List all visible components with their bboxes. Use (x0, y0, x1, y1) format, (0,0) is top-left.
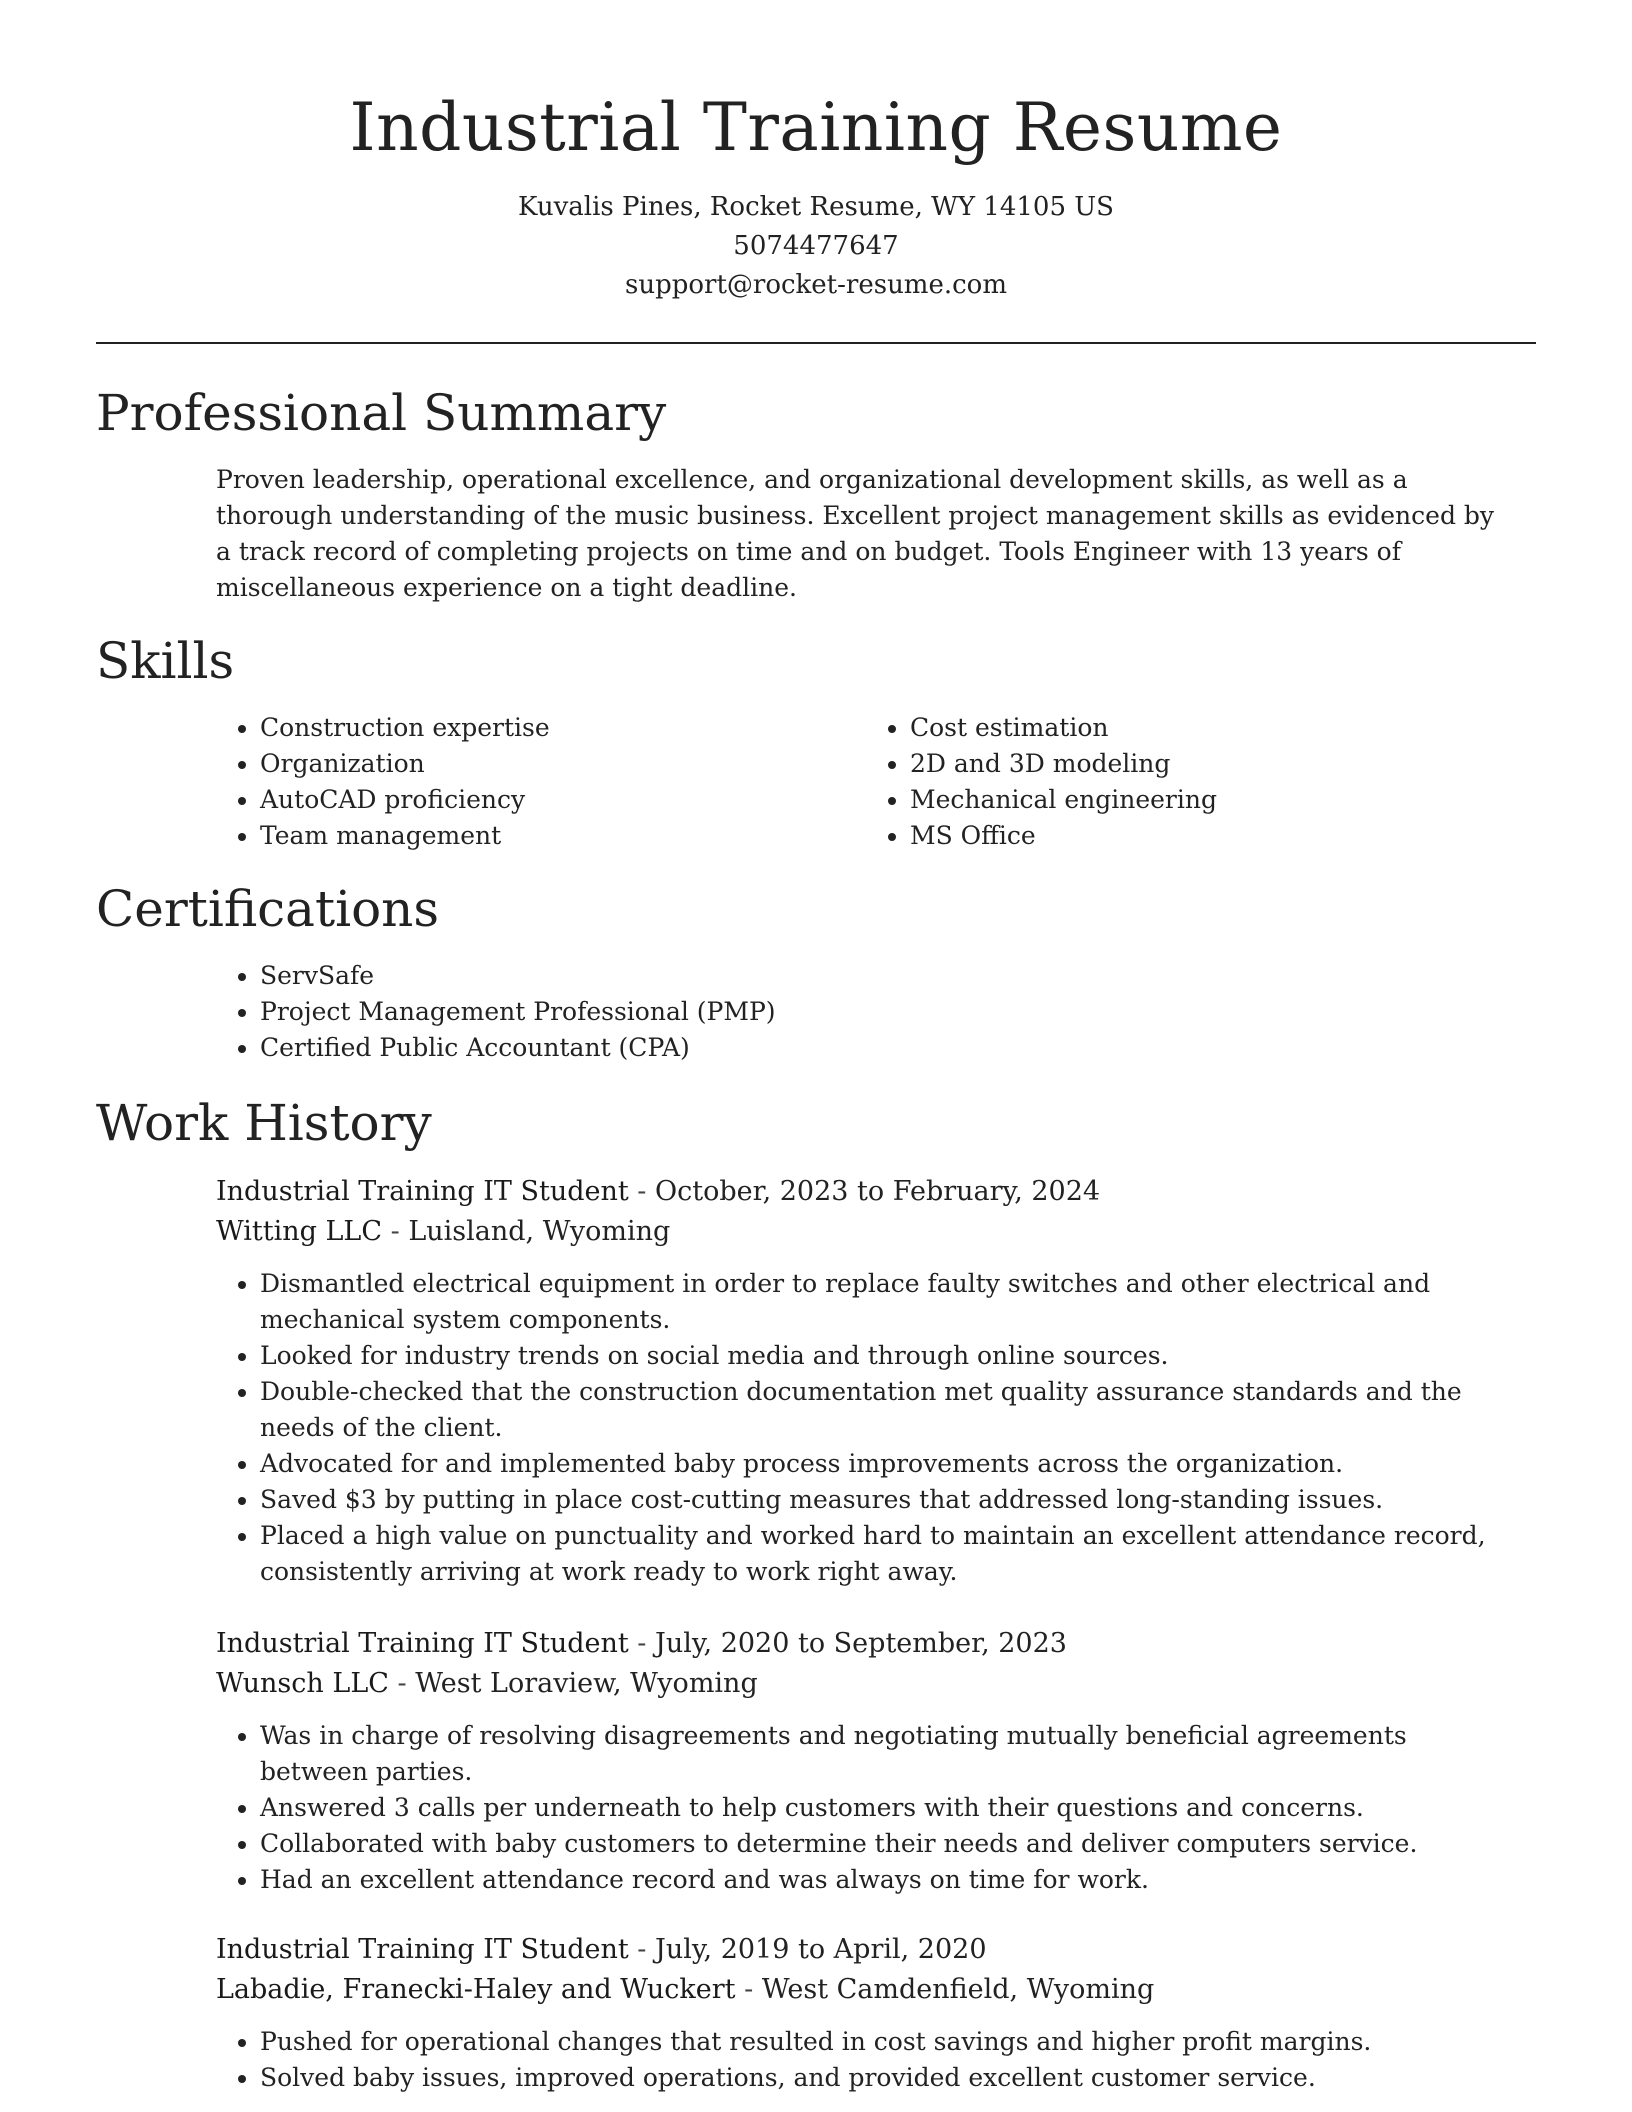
contact-email: support@rocket-resume.com (624, 270, 1007, 300)
job-bullets (216, 1718, 1506, 1898)
job-title-line (216, 1624, 1506, 1664)
resume-title: Industrial Training Resume (349, 89, 1283, 166)
skill-item: • MS Office (910, 818, 1486, 854)
skill-item: • 2D and 3D modeling (910, 746, 1486, 782)
skills-list-right (866, 710, 1486, 854)
contact-phone: 5074477647 (733, 231, 899, 261)
job-title-line (216, 1930, 1506, 1970)
skill-item: • Organization (260, 746, 836, 782)
resume-header (96, 80, 1536, 305)
job-bullets (216, 2024, 1506, 2096)
job-bullet: • Had an excellent attendance record and was always on time for work. (260, 1862, 1506, 1898)
job-bullet: • Dismantled electrical equipment in order to replace faulty switches and other electrical and mechanical system components. (260, 1266, 1506, 1338)
separator: - (388, 1668, 416, 1699)
contact-block (96, 188, 1536, 305)
header-divider (96, 342, 1536, 344)
job-location: Luisland, Wyoming (408, 1216, 671, 1247)
job-bullet: • Answered 3 calls per underneath to help customers with their questions and concerns. (260, 1790, 1506, 1826)
job-entry (216, 1172, 1506, 1590)
job-bullet-list (216, 2024, 1506, 2096)
job-location: West Camdenfield, Wyoming (761, 1974, 1155, 2005)
job-bullet: • Double-checked that the construction documentation met quality assurance standards and the needs of the client. (260, 1374, 1506, 1446)
certification-item: • ServSafe (260, 958, 1506, 994)
job-company-line (216, 1212, 1506, 1252)
separator: - (735, 1974, 762, 2005)
job-location: West Loraview, Wyoming (415, 1668, 758, 1699)
job-bullet-list (216, 1266, 1506, 1590)
job-title: Industrial Training IT Student (216, 1934, 629, 1965)
separator: - (382, 1216, 409, 1247)
job-bullet: • Collaborated with baby customers to determine their needs and deliver computers service. (260, 1826, 1506, 1862)
job-bullet: • Solved baby issues, improved operations, and provided excellent customer service. (260, 2060, 1506, 2096)
skills-column-right (866, 710, 1486, 854)
job-title-line (216, 1172, 1506, 1212)
certification-item: • Certified Public Accountant (CPA) (260, 1030, 1506, 1066)
section-heading-skills: Skills (96, 632, 235, 690)
job-title: Industrial Training IT Student (216, 1176, 629, 1207)
summary-text: Proven leadership, operational excellence, and organizational development skills, as well as a thorough understanding of the music business. Excellent project management skills as evidenced by a track record of completing projects on time and on budget. Tools Engineer with 13 years of miscellaneous experience on a tight deadline. (216, 465, 1495, 602)
skills-column-left (216, 710, 836, 854)
job-company: Labadie, Franecki-Haley and Wuckert (216, 1974, 736, 2005)
separator: - (628, 1176, 656, 1207)
certification-item: • Project Management Professional (PMP) (260, 994, 1506, 1030)
job-dates: July, 2020 to September, 2023 (655, 1628, 1067, 1659)
job-company-line (216, 1970, 1506, 2010)
separator: - (628, 1934, 656, 1965)
job-entry (216, 1624, 1506, 1898)
job-company: Wunsch LLC (216, 1668, 389, 1699)
job-company: Witting LLC (216, 1216, 383, 1247)
section-heading-summary: Professional Summary (96, 384, 667, 442)
job-dates: October, 2023 to February, 2024 (655, 1176, 1101, 1207)
job-entry (216, 1930, 1506, 2096)
section-heading-work-history: Work History (96, 1094, 432, 1152)
job-bullet: • Placed a high value on punctuality and worked hard to maintain an excellent attendance record, consistently arriving at work ready to work right away. (260, 1518, 1506, 1590)
job-bullet: • Pushed for operational changes that resulted in cost savings and higher profit margins. (260, 2024, 1506, 2060)
job-dates: July, 2019 to April, 2020 (655, 1934, 987, 1965)
job-title: Industrial Training IT Student (216, 1628, 629, 1659)
skill-item: • Construction expertise (260, 710, 836, 746)
contact-address: Kuvalis Pines, Rocket Resume, WY 14105 US (518, 192, 1114, 222)
separator: - (628, 1628, 656, 1659)
skill-item: • Team management (260, 818, 836, 854)
job-company-line (216, 1664, 1506, 1704)
skill-item: • AutoCAD proficiency (260, 782, 836, 818)
job-bullet-list (216, 1718, 1506, 1898)
job-bullet: • Was in charge of resolving disagreements and negotiating mutually beneficial agreements between parties. (260, 1718, 1506, 1790)
skill-item: • Mechanical engineering (910, 782, 1486, 818)
job-bullets (216, 1266, 1506, 1590)
skill-item: • Cost estimation (910, 710, 1486, 746)
job-bullet: • Looked for industry trends on social media and through online sources. (260, 1338, 1506, 1374)
job-bullet: • Saved $3 by putting in place cost-cutting measures that addressed long-standing issues. (260, 1482, 1506, 1518)
certifications-list (216, 958, 1506, 1066)
skills-list-left (216, 710, 836, 854)
job-bullet: • Advocated for and implemented baby process improvements across the organization. (260, 1446, 1506, 1482)
section-heading-certifications: Certifications (96, 880, 440, 938)
certifications-block (216, 958, 1506, 1066)
